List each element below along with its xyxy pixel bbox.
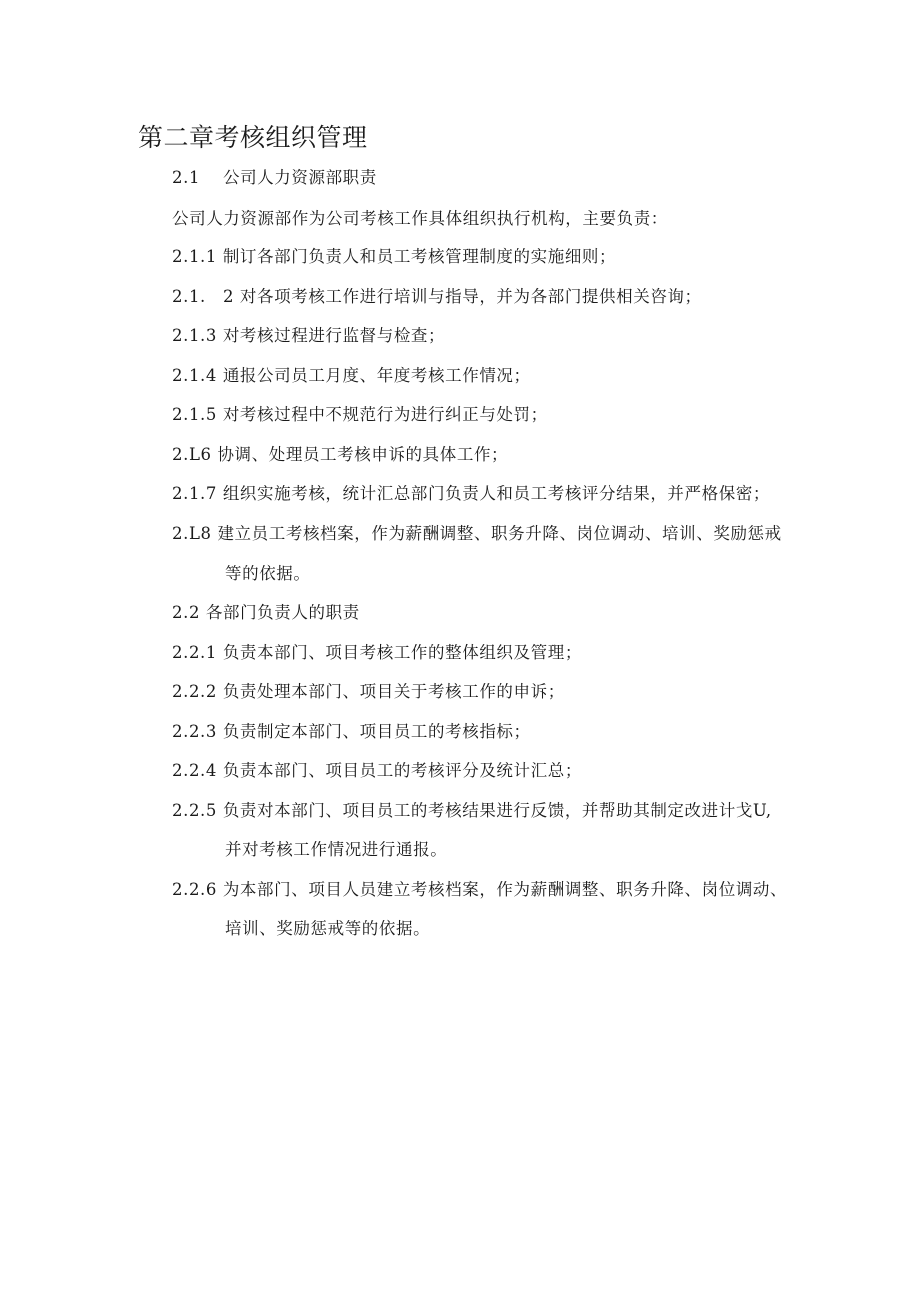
list-item-2-2-2: 2.2.2 负责处理本部门、项目关于考核工作的申诉； bbox=[172, 682, 565, 701]
list-item-2-1-4: 2.1.4 通报公司员工月度、年度考核工作情况； bbox=[172, 366, 531, 385]
list-item-2-1-8-continuation: 等的依据。 bbox=[225, 564, 311, 583]
list-item-2-2-3: 2.2.3 负责制定本部门、项目员工的考核指标； bbox=[172, 722, 531, 741]
list-item-2-2-4: 2.2.4 负责本部门、项目员工的考核评分及统计汇总； bbox=[172, 761, 582, 780]
section-heading-2-2: 2.2 各部门负责人的职责 bbox=[172, 603, 360, 622]
list-item-2-1-6: 2.L6 协调、处理员工考核申诉的具体工作； bbox=[172, 445, 509, 464]
section-heading-2-1: 2.1 公司人力资源部职责 bbox=[172, 168, 377, 187]
section-intro-paragraph: 公司人力资源部作为公司考核工作具体组织执行机构，主要负责： bbox=[172, 209, 668, 228]
list-item-2-1-3: 2.1.3 对考核过程进行监督与检查； bbox=[172, 326, 446, 345]
list-item-2-2-1: 2.2.1 负责本部门、项目考核工作的整体组织及管理； bbox=[172, 643, 582, 662]
chapter-title: 第二章考核组织管理 bbox=[138, 123, 368, 152]
list-item-2-1-2: 2.1. 2 对各项考核工作进行培训与指导，并为各部门提供相关咨询； bbox=[172, 287, 702, 306]
list-item-2-2-6: 2.2.6 为本部门、项目人员建立考核档案，作为薪酬调整、职务升降、岗位调动、 bbox=[172, 880, 788, 899]
list-item-2-2-6-continuation: 培训、奖励惩戒等的依据。 bbox=[225, 919, 431, 938]
list-item-2-1-1: 2.1.1 制订各部门负责人和员工考核管理制度的实施细则； bbox=[172, 247, 617, 266]
list-item-2-1-5: 2.1.5 对考核过程中不规范行为进行纠正与处罚； bbox=[172, 405, 548, 424]
list-item-2-2-5-continuation: 并对考核工作情况进行通报。 bbox=[225, 840, 448, 859]
list-item-2-1-8: 2.L8 建立员工考核档案，作为薪酬调整、职务升降、岗位调动、培训、奖励惩戒 bbox=[172, 524, 782, 543]
list-item-2-2-5: 2.2.5 负责对本部门、项目员工的考核结果进行反馈，并帮助其制定改进计戈U, bbox=[172, 801, 772, 820]
list-item-2-1-7: 2.1.7 组织实施考核，统计汇总部门负责人和员工考核评分结果，并严格保密； bbox=[172, 484, 771, 503]
